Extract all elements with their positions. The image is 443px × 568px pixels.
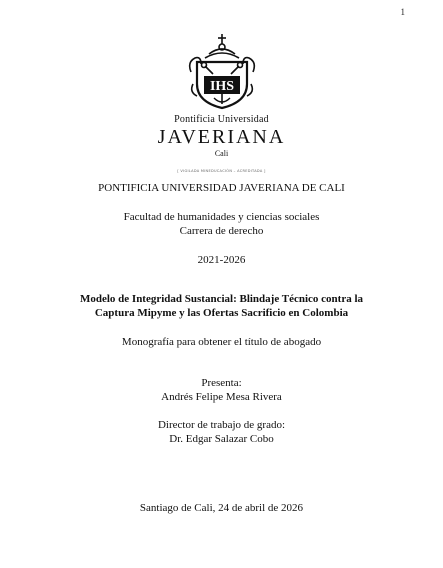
presenter-block (20, 376, 423, 404)
program-name: Carrera de derecho (179, 225, 264, 237)
logo-cali-text: Cali (214, 149, 229, 158)
years: 2021-2026 (197, 254, 246, 266)
director-block (20, 418, 423, 446)
crest-icon (187, 32, 257, 110)
thesis-title-line2: Captura Mipyme y las Ofertas Sacrificio en Colombia (94, 307, 349, 319)
logo-tagline: [ VIGILADA MINEDUCACIÓN – ACREDITADA ] (177, 169, 266, 173)
presenter-name: Andrés Felipe Mesa Rivera (161, 391, 282, 403)
presenter-label: Presenta: (201, 377, 242, 389)
faculty-block (20, 210, 423, 238)
logo-pontificia-text: Pontificia Universidad (174, 114, 269, 125)
university-logo (0, 32, 443, 173)
faculty-name: Facultad de humanidades y ciencias sociales (123, 211, 320, 223)
degree-purpose: Monografía para obtener el título de abogado (121, 336, 322, 348)
director-name: Dr. Edgar Salazar Cobo (169, 433, 274, 445)
svg-text:IHS: IHS (209, 79, 234, 94)
thesis-title (20, 292, 423, 320)
logo-javeriana-text: JAVERIANA (157, 126, 286, 148)
director-label: Director de trabajo de grado: (157, 419, 286, 431)
thesis-title-line1: Modelo de Integridad Sustancial: Blindaje Técnico contra la (79, 293, 364, 305)
university-name: PONTIFICIA UNIVERSIDAD JAVERIANA DE CALI (98, 182, 345, 194)
page-number: 1 (400, 7, 405, 17)
place-date: Santiago de Cali, 24 de abril de 2026 (139, 502, 304, 514)
